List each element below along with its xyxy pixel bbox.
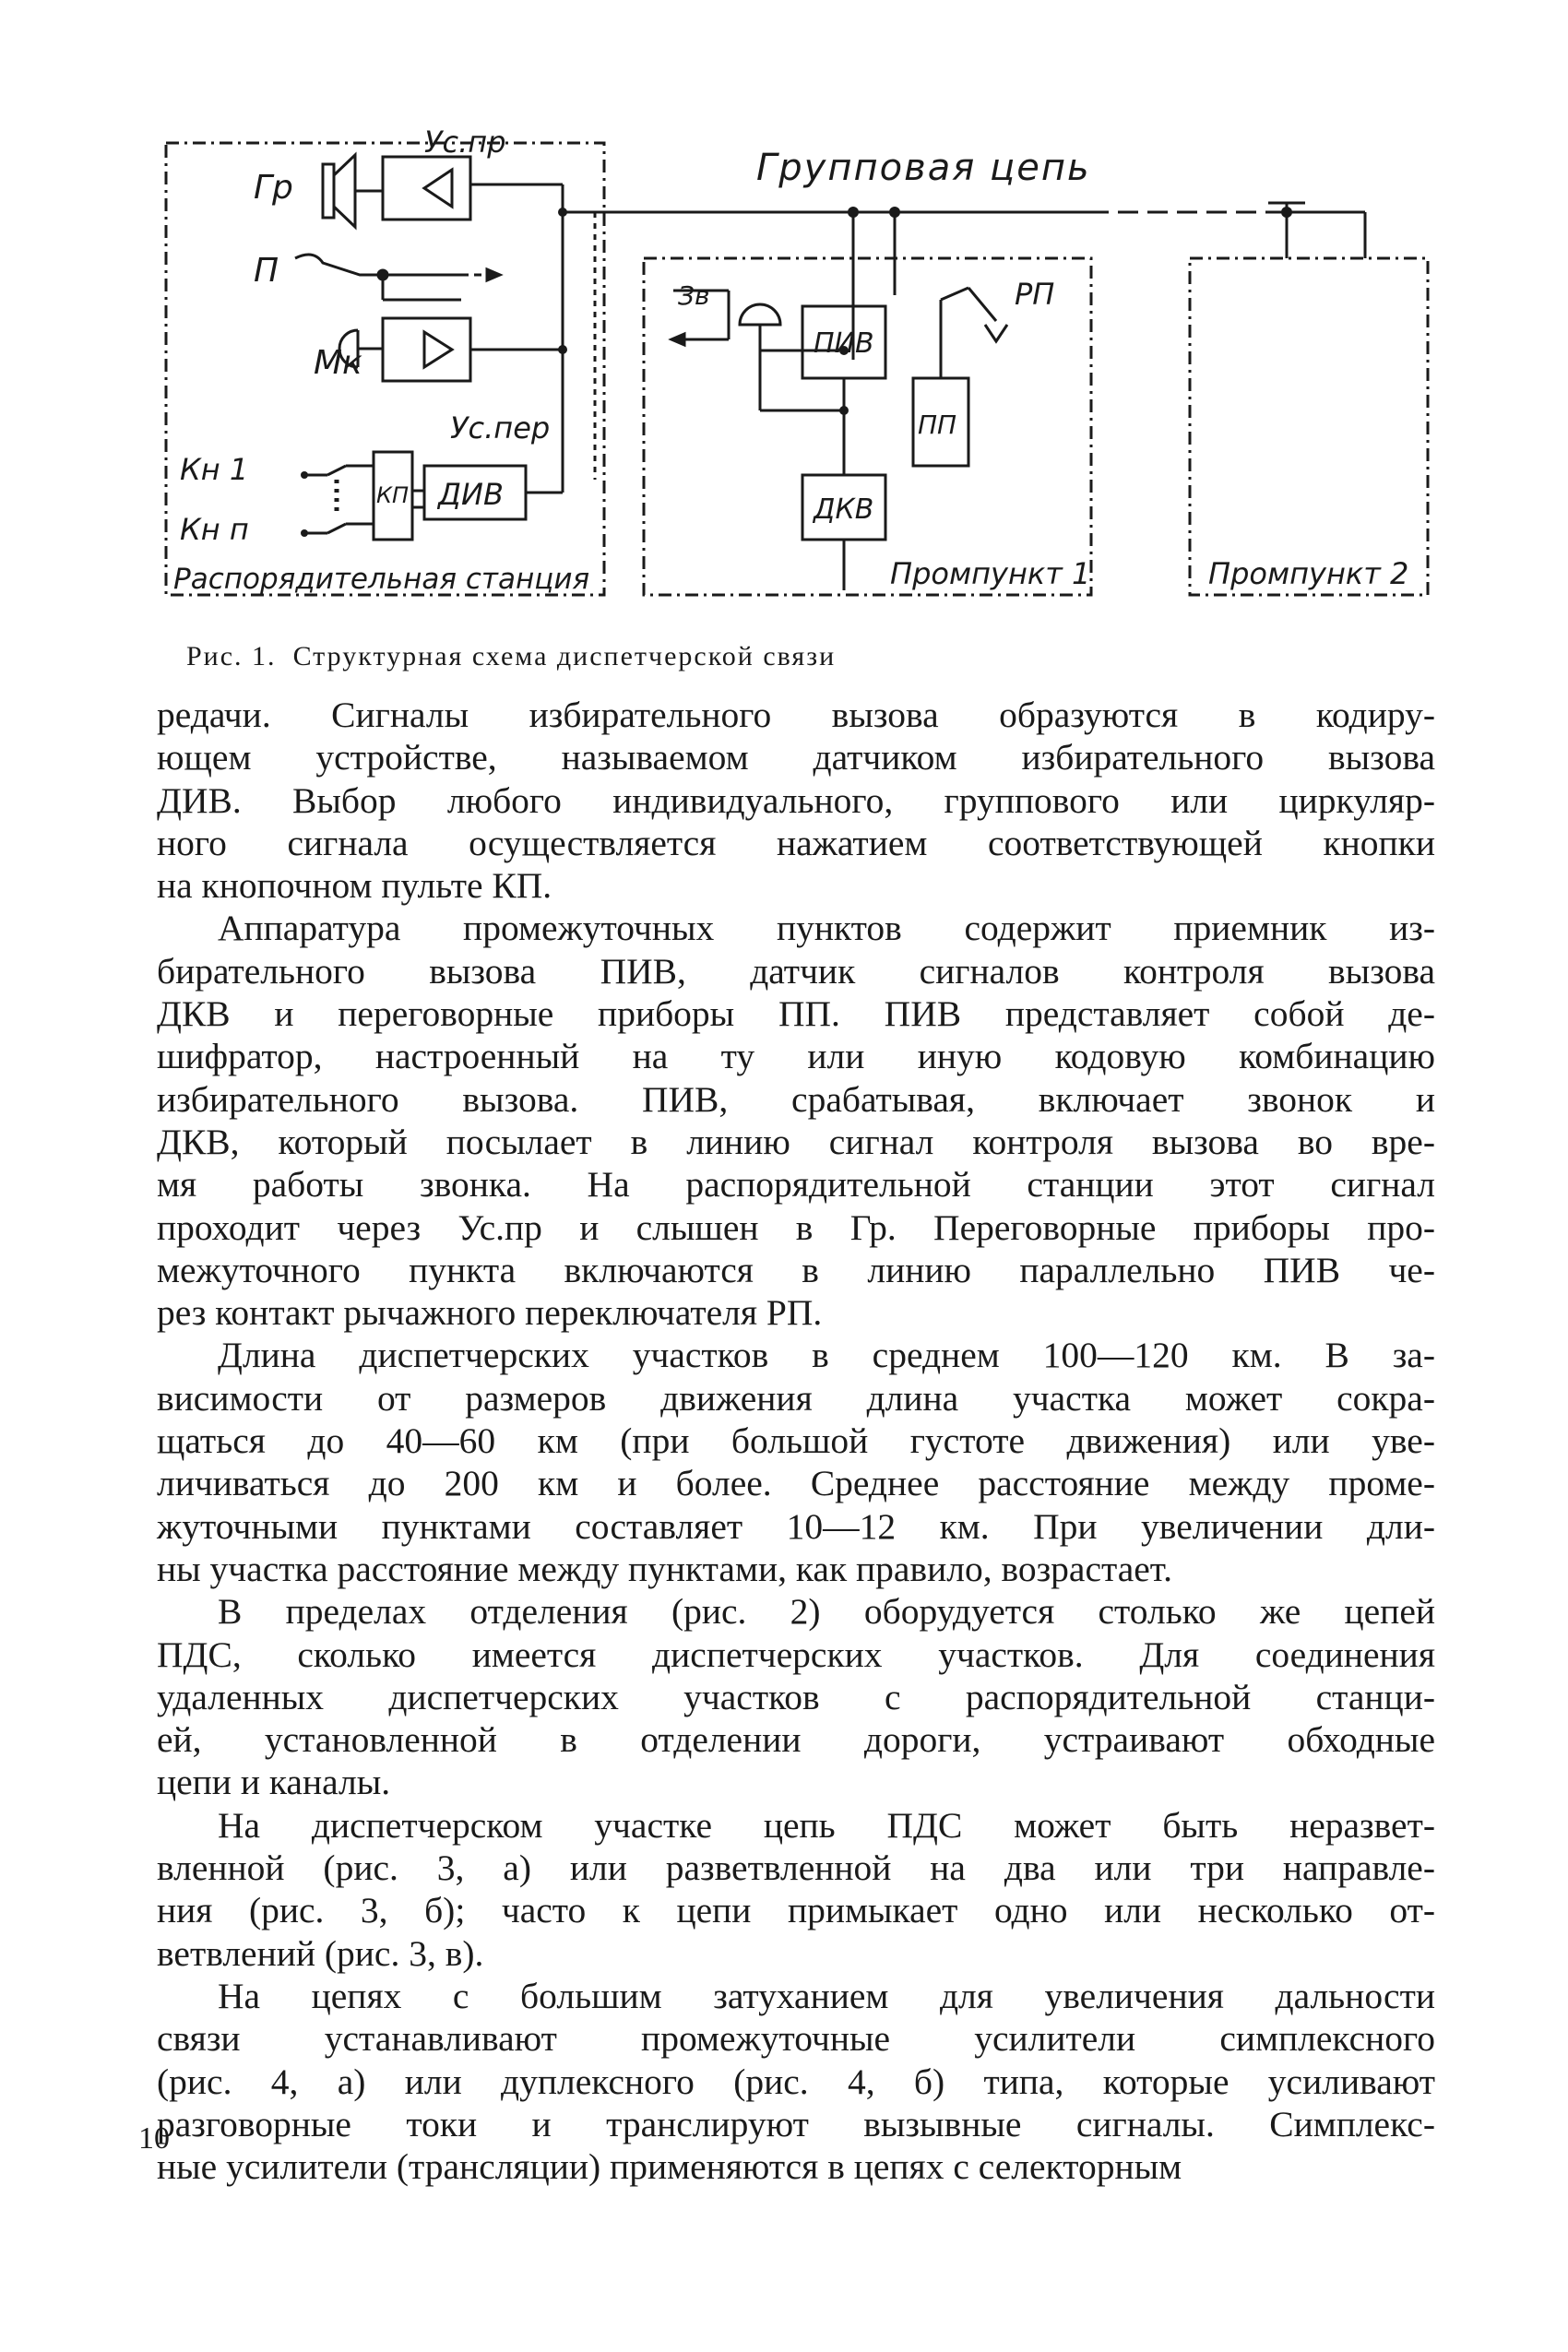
label-intermediate-2: Промпункт 2	[1208, 556, 1409, 591]
text-line: вленной (рис. 3, а) или разветвленной на два или три направле-	[157, 1847, 1435, 1889]
text-line: удаленных диспетчерских участков с распорядительной станци-	[157, 1676, 1435, 1717]
caption-number: Рис. 1.	[186, 641, 277, 671]
figure-structural-diagram	[157, 111, 1430, 627]
paragraph	[157, 1975, 1435, 2188]
label-p: П	[254, 252, 279, 290]
text-line: связи устанавливают промежуточные усилители симплексного	[157, 2018, 1435, 2060]
loudspeaker-icon	[323, 164, 334, 218]
bell-icon	[740, 304, 780, 325]
text-line: избирательного вызова. ПИВ, срабатывая, включает звонок и	[157, 1078, 1435, 1120]
text-line: мя работы звонка. На распорядительной станции этот сигнал	[157, 1164, 1435, 1206]
paragraph	[157, 1590, 1435, 1803]
text-line: ния (рис. 3, б); часто к цепи примыкает одно или несколько от-	[157, 1890, 1435, 1931]
label-us-per: Ус.пер	[450, 410, 551, 445]
text-line: проходит через Ус.пр и слышен в Гр. Переговорные приборы про-	[157, 1206, 1435, 1248]
label-mk: Мк	[314, 344, 362, 382]
text-line: ДКВ, который посылает в линию сигнал контроля вызова во вре-	[157, 1121, 1435, 1162]
transmit-amplifier-icon	[424, 332, 452, 367]
text-line: шифратор, настроенный на ту или иную кодовую комбинацию	[157, 1036, 1435, 1077]
paragraph	[157, 694, 1435, 907]
text-line: висимости от размеров движения длина участка может сокра-	[157, 1377, 1435, 1419]
text-line: ей, установленной в отделении дороги, устраивают обходные	[157, 1719, 1435, 1761]
paragraph	[157, 907, 1435, 1334]
text-line: Аппаратура промежуточных пунктов содержит приемник из-	[218, 908, 1435, 949]
text-line: личиваться до 200 км и более. Среднее расстояние между проме-	[157, 1463, 1435, 1504]
page-number: 10	[138, 2121, 170, 2156]
text-line: жуточными пунктами составляет 10—12 км. При увеличении дли-	[157, 1505, 1435, 1547]
text-line: В пределах отделения (рис. 2) оборудуется столько же цепей	[218, 1591, 1435, 1633]
paragraph	[157, 1804, 1435, 1975]
text-line: ны участка расстояние между пунктами, как правило, возрастает.	[157, 1548, 1172, 1589]
text-line: щаться до 40—60 км (при большой густоте движения) или уве-	[157, 1420, 1435, 1462]
label-knn: Кн п	[180, 512, 249, 547]
label-rp: РП	[1015, 277, 1055, 312]
text-line: ного сигнала осуществляется нажатием соответствующей кнопки	[157, 822, 1435, 863]
text-line: ные усилители (трансляции) применяются в цепях с селекторным	[157, 2146, 1182, 2188]
diagram-svg	[157, 111, 1430, 627]
label-group-circuit: Групповая цепь	[756, 147, 1091, 189]
text-line: ДИВ. Выбор любого индивидуального, группового или циркуляр-	[157, 779, 1435, 821]
label-pp: ПП	[918, 410, 957, 440]
label-kn1: Кн 1	[180, 452, 249, 487]
paragraph	[157, 1334, 1435, 1590]
body-text	[157, 694, 1435, 2188]
label-gr: Гр	[254, 169, 293, 207]
text-line: На диспетчерском участке цепь ПДС может быть неразвет-	[218, 1804, 1435, 1846]
label-intermediate-1: Промпункт 1	[890, 556, 1091, 591]
receive-amplifier-icon	[424, 170, 452, 207]
label-piv: ПИВ	[814, 327, 874, 360]
label-zv: Зв	[678, 280, 710, 311]
figure-caption	[186, 641, 836, 672]
text-line: Длина диспетчерских участков в среднем 100—120 км. В за-	[218, 1335, 1435, 1376]
text-line: На цепях с большим затуханием для увеличения дальности	[218, 1975, 1435, 2016]
text-line: ДКВ и переговорные приборы ПП. ПИВ представляет собой де-	[157, 993, 1435, 1035]
intermediate-2-boundary	[1190, 258, 1428, 595]
transmit-amplifier-box	[383, 318, 470, 381]
text-line: (рис. 4, а) или дуплексного (рис. 4, б) типа, которые усиливают	[157, 2061, 1435, 2102]
label-div: ДИВ	[438, 477, 504, 512]
text-line: цепи и каналы.	[157, 1762, 391, 1803]
text-line: разговорные токи и транслируют вызывные сигналы. Симплекс-	[157, 2103, 1435, 2144]
label-dkv: ДКВ	[814, 493, 874, 526]
text-line: ветвлений (рис. 3, в).	[157, 1932, 484, 1974]
text-line: ПДС, сколько имеется диспетчерских участков. Для соединения	[157, 1633, 1435, 1675]
caption-text: Структурная схема диспетчерской связи	[292, 641, 837, 671]
lever-switch-icon	[985, 325, 1007, 341]
text-line: рез контакт рычажного переключателя РП.	[157, 1292, 823, 1334]
label-dispatch-station: Распорядительная станция	[173, 563, 590, 596]
text-line: на кнопочном пульте КП.	[157, 865, 552, 907]
text-line: бирательного вызова ПИВ, датчик сигналов контроля вызова	[157, 950, 1435, 992]
label-kp: КП	[376, 482, 410, 508]
text-line: межуточного пункта включаются в линию параллельно ПИВ че-	[157, 1249, 1435, 1290]
text-line: редачи. Сигналы избирательного вызова образуются в кодиру-	[157, 695, 1435, 735]
text-line: ющем устройстве, называемом датчиком избирательного вызова	[157, 737, 1435, 778]
label-us-pr: Ус.пр	[424, 125, 506, 160]
